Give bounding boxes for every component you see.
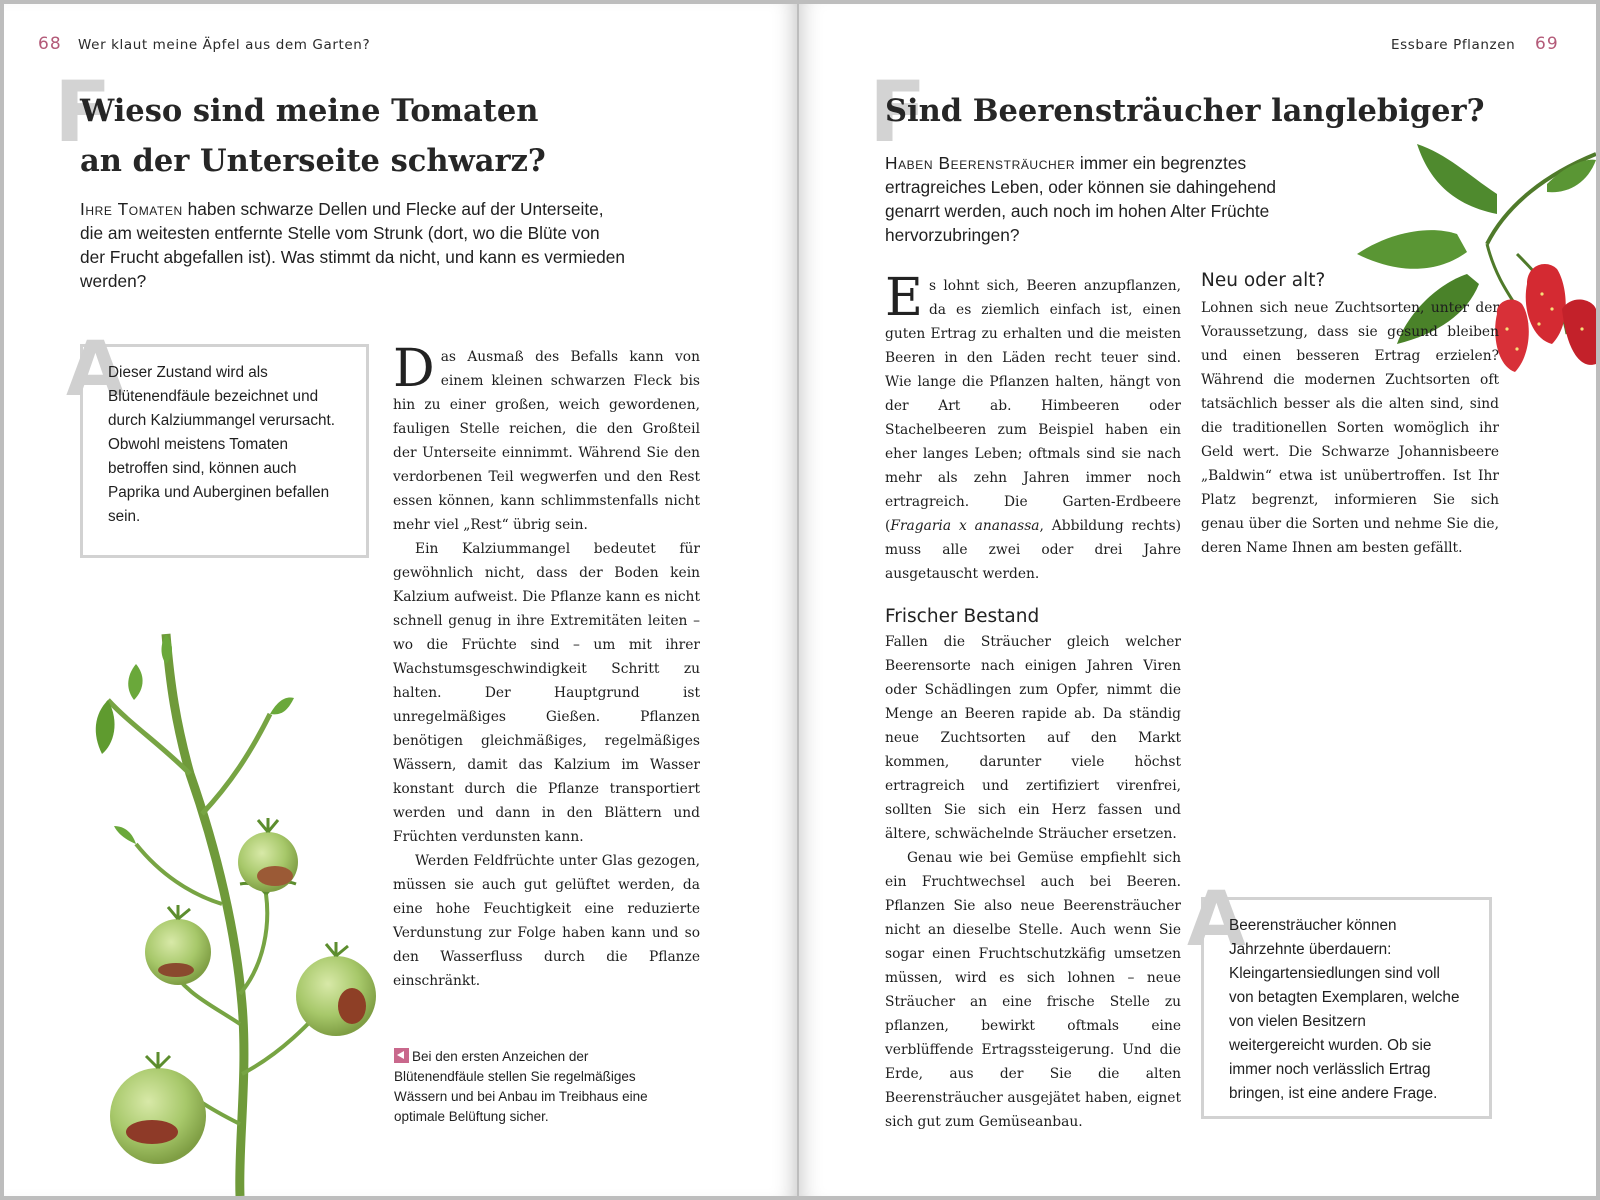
question-initial: F: [54, 63, 112, 161]
body-paragraph: Werden Feldfrüchte unter Glas gezogen, müssen sie auch gut gelüftet werden, da eine hohe Feuchtigkeit eine reduzierte Verdunstung zur Folge haben kann und so den Wasserfluss durch die Pflanze einschränkt.: [393, 853, 700, 989]
title-line: Wieso sind meine Tomaten: [80, 93, 539, 129]
body-paragraph: Ein Kalziummangel bedeutet für gewöhnlich nicht, dass der Boden kein Kalzium aufweist. Die Pflanze kann es nicht schnell genug in ihre Extremitäten leiten – wo die Früchte sind – um mit ihrer Wachstumsgeschwindigkeit Schritt zu halten. Der Hauptgrund ist unregelmäßiges Gießen. Pflanzen benötigen gleichmäßiges, regelmäßiges Wässern, damit das Kalzium im Wasser konstant durch die Pflanze transportiert werden und dann in den Blättern und Früchten verdunsten kann.: [393, 541, 700, 845]
left-page: [4, 4, 797, 1196]
page-number: 69: [1535, 34, 1559, 54]
body-paragraph: Das Ausmaß des Befalls kann von einem kleinen schwarzen Fleck bis hin zu einer großen, weich gewordenen, fauligen Stelle reichen, die den Großteil der Unterseite einnimmt. Während Sie den verdorbenen Teil wegwerfen und den Rest essen können, kann schlimmstenfalls nicht mehr viel „Rest“ übrig sein.: [393, 339, 700, 533]
tomato-plant-illustration: [90, 604, 390, 1196]
right-page: [799, 4, 1596, 1196]
body-paragraph: Genau wie bei Gemüse empfiehlt sich ein Fruchtwechsel auch bei Beeren. Pflanzen Sie also neue Beerensträucher nicht an dieselbe Stelle. Auch wenn Sie sogar einen Fruchtschutzkäfig umsetzen müssen, wird es sich lohnen – neue Sträucher an eine frische Stelle zu pflanzen, bewirkt oftmals eine verblüffende Ertragssteigerung. Und die Erde, aus der Sie die alten Beerensträucher ausgejätet haben, eignet sich gut zum Gemüseanbau.: [885, 850, 1181, 1130]
lead-text: immer ein begrenztes ertragreiches Leben, oder können sie dahingehend genarrt werden, auch noch im hohen Alter Früchte hervorzubringen?: [885, 153, 1277, 245]
question-initial: F: [869, 63, 927, 161]
page-title: Sind Beerensträucher langlebiger?: [885, 93, 1485, 129]
running-head: Essbare Pflanzen: [1391, 37, 1516, 53]
body-paragraph: Es lohnt sich, Beeren anzupflanzen, da es ziemlich einfach ist, einen guten Ertrag zu erhalten und die meisten Beeren in den Läden recht teuer sind. Wie lange die Pflanzen halten, hängt von der Art ab. Himbeeren oder Stachelbeeren zum Beispiel haben ein eher langes Leben; oftmals sind sie nach mehr als zehn Jahren immer noch ertragreich. Die Garten-Erdbeere (Fragaria x ananassa, Abbildung rechts) muss alle zwei oder drei Jahre ausgetauscht werden.: [885, 268, 1181, 582]
answer-initial: A: [1187, 874, 1246, 963]
body-column-2: [1201, 296, 1499, 560]
drop-cap: E: [885, 268, 923, 328]
answer-initial: A: [66, 324, 125, 413]
body-paragraph: Fallen die Sträucher gleich welcher Beerensorte nach einigen Jahren Viren oder Schädlingen zum Opfer, nimmt die Menge an Beeren rapide ab. Da ständig neue Zuchtsorten auf den Markt kommen, darunter viele höchst ertragreich und zertifiziert virenfrei, sollten Sie sich ein Herz fassen und ältere, schwächelnde Sträucher ersetzen.: [885, 634, 1181, 842]
running-head: Wer klaut meine Äpfel aus dem Garten?: [78, 37, 371, 53]
lead-paragraph: [885, 151, 1335, 247]
page-title: [80, 86, 546, 186]
answer-text: Beerensträucher können Jahrzehnte überdauern: Kleingartensiedlungen sind voll von betagten Exemplaren, welche von vielen Besitzern weitergereicht wurden. Ob sie immer noch verlässlich Ertrag bringen, ist eine andere Frage.: [1229, 917, 1460, 1102]
body-column-1: [885, 268, 1181, 1134]
lead-paragraph: [80, 197, 625, 293]
image-caption: Bei den ersten Anzeichen der Blütenendfäule stellen Sie regelmäßiges Wässern und bei Anbau im Treibhaus eine optimale Belüftung sicher.: [394, 1049, 648, 1124]
lead-smallcaps: Haben Beerensträucher: [885, 153, 1076, 173]
subheading: Frischer Bestand: [885, 606, 1040, 627]
body-column: [393, 339, 700, 993]
caption-arrow-icon: [394, 1048, 409, 1063]
lead-smallcaps: Ihre Tomaten: [80, 199, 183, 219]
lead-text: haben schwarze Dellen und Flecke auf der Unterseite, die am weitesten entfernte Stelle vom Strunk (dort, wo die Blüte von der Frucht abgefallen ist). Was stimmt da nicht, und kann es vermieden werden?: [80, 199, 625, 291]
page-number: 68: [38, 34, 62, 54]
title-line: an der Unterseite schwarz?: [80, 143, 546, 179]
subheading: Neu oder alt?: [1201, 270, 1326, 291]
body-paragraph: Lohnen sich neue Zuchtsorten, unter der Voraussetzung, dass sie gesund bleiben und einen besseren Ertrag erzielen? Während die modernen Zuchtsorten oft tatsächlich besser als die alten sind, sind die traditionellen Sorten womöglich ihr Geld wert. Die Schwarze Johannisbeere „Baldwin“ etwa ist unübertroffen. Ist Ihr Platz begrenzt, informieren Sie sich genau über die Sorten und nehme Sie die, deren Name Ihnen am besten gefällt.: [1201, 300, 1499, 556]
answer-text: Dieser Zustand wird als Blütenendfäule bezeichnet und durch Kalziummangel verursacht. Obwohl meistens Tomaten betroffen sind, können auch Paprika und Auberginen befallen sein.: [108, 364, 336, 525]
drop-cap: D: [393, 339, 435, 399]
